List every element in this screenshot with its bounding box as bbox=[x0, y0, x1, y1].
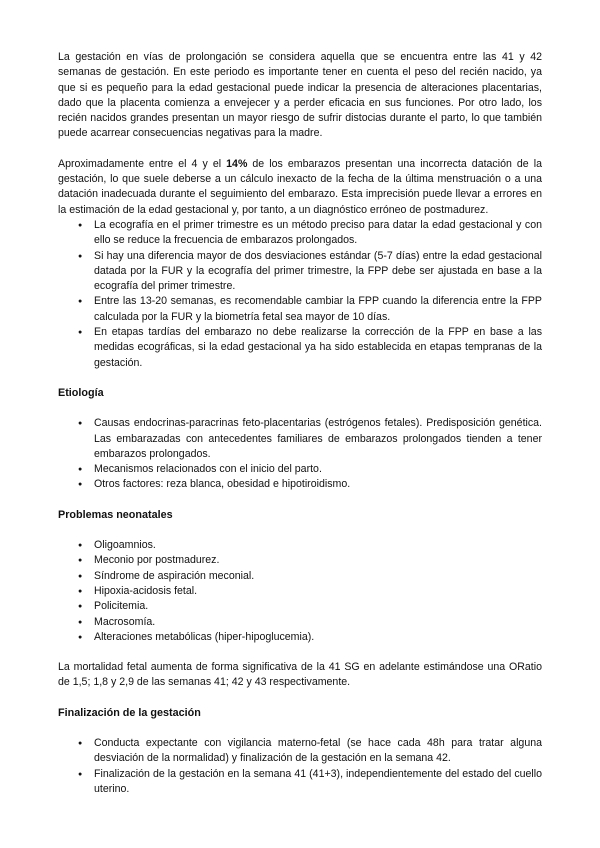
list-item: ● Finalización de la gestación en la semana 41 (41+3), independientemente del estado del cuello uterino. bbox=[58, 767, 542, 798]
list-item: ● Macrosomía. bbox=[58, 615, 542, 630]
list-item: ● La ecografía en el primer trimestre es un método preciso para datar la edad gestacional y con ello se reduce la frecuencia de embarazos prolongados. bbox=[58, 218, 542, 249]
list-item: ● Oligoamnios. bbox=[58, 538, 542, 553]
mortality-paragraph: La mortalidad fetal aumenta de forma significativa de la 41 SG en adelante estimándose una ORatio de 1,5; 1,8 y 2,9 de las semanas 41; 42 y 43 respectivamente. bbox=[58, 661, 542, 689]
list-item: ● Entre las 13-20 semanas, es recomendable cambiar la FPP cuando la diferencia entre la FPP calculada por la FUR y la biometría fetal sea mayor de 10 días. bbox=[58, 294, 542, 325]
list-item: ● Causas endocrinas-paracrinas feto-placentarias (estrógenos fetales). Predisposición genética. Las embarazadas con antecedentes familiares de embarazos prolongados tienden a tener embarazos prolongados. bbox=[58, 416, 542, 462]
list-item: ● Alteraciones metabólicas (hiper-hipoglucemia). bbox=[58, 630, 542, 645]
list-item: ● Conducta expectante con vigilancia materno-fetal (se hace cada 48h para tratar alguna desviación de la normalidad) y finalización de la gestación en la semana 42. bbox=[58, 736, 542, 767]
problemas-list bbox=[58, 538, 542, 645]
dating-list bbox=[58, 218, 542, 371]
list-item: ● Otros factores: reza blanca, obesidad e hipotiroidismo. bbox=[58, 477, 542, 492]
list-item: ● En etapas tardías del embarazo no debe realizarse la corrección de la FPP en base a las medidas ecográficas, si la edad gestacional ya ha sido establecida en etapas tempranas de la gestación. bbox=[58, 325, 542, 371]
etiologia-list bbox=[58, 416, 542, 492]
etiologia-heading: Etiología bbox=[58, 386, 104, 399]
dating-percentage: 14% bbox=[226, 157, 248, 170]
problemas-heading: Problemas neonatales bbox=[58, 508, 173, 521]
list-item: ● Policitemia. bbox=[58, 599, 542, 614]
list-item: ● Meconio por postmadurez. bbox=[58, 553, 542, 568]
document-page bbox=[58, 50, 542, 797]
dating-paragraph-start: Aproximadamente entre el 4 y el bbox=[58, 157, 227, 170]
finalizacion-heading: Finalización de la gestación bbox=[58, 706, 201, 719]
finalizacion-list bbox=[58, 736, 542, 797]
intro-paragraph: La gestación en vías de prolongación se considera aquella que se encuentra entre las 41 y 42 semanas de gestación. En este periodo es importante tener en cuenta el peso del recién nacido, ya que si es pequeño para la edad gestacional puede indicar la presencia de alteraciones placentarias, dado que la placenta comienza a envejecer y a perder eficacia en sus funciones. Por otro lado, los recién nacidos grandes presentan un mayor riesgo de sufrir distocias durante el parto, lo que también puede acarrear consecuencias negativas para la madre. bbox=[58, 51, 542, 140]
list-item: ● Si hay una diferencia mayor de dos desviaciones estándar (5-7 días) entre la edad gestacional datada por la FUR y la ecografía del primer trimestre, la FPP debe ser ajustada en base a la ecografía del primer trimestre. bbox=[58, 249, 542, 295]
dating-paragraph bbox=[58, 157, 542, 218]
list-item: ● Síndrome de aspiración meconial. bbox=[58, 569, 542, 584]
list-item: ● Hipoxia-acidosis fetal. bbox=[58, 584, 542, 599]
dating-paragraph-end: de los embarazos presentan una incorrecta datación de la gestación, lo que suele deberse a un cálculo inexacto de la fecha de la última menstruación o a una datación inadecuada durante el seguimiento del embarazo. Esta imprecisión puede llevar a errores en la estimación de la edad gestacional y, por tanto, a un diagnóstico erróneo de postmadurez. bbox=[58, 157, 542, 216]
list-item: ● Mecanismos relacionados con el inicio del parto. bbox=[58, 462, 542, 477]
